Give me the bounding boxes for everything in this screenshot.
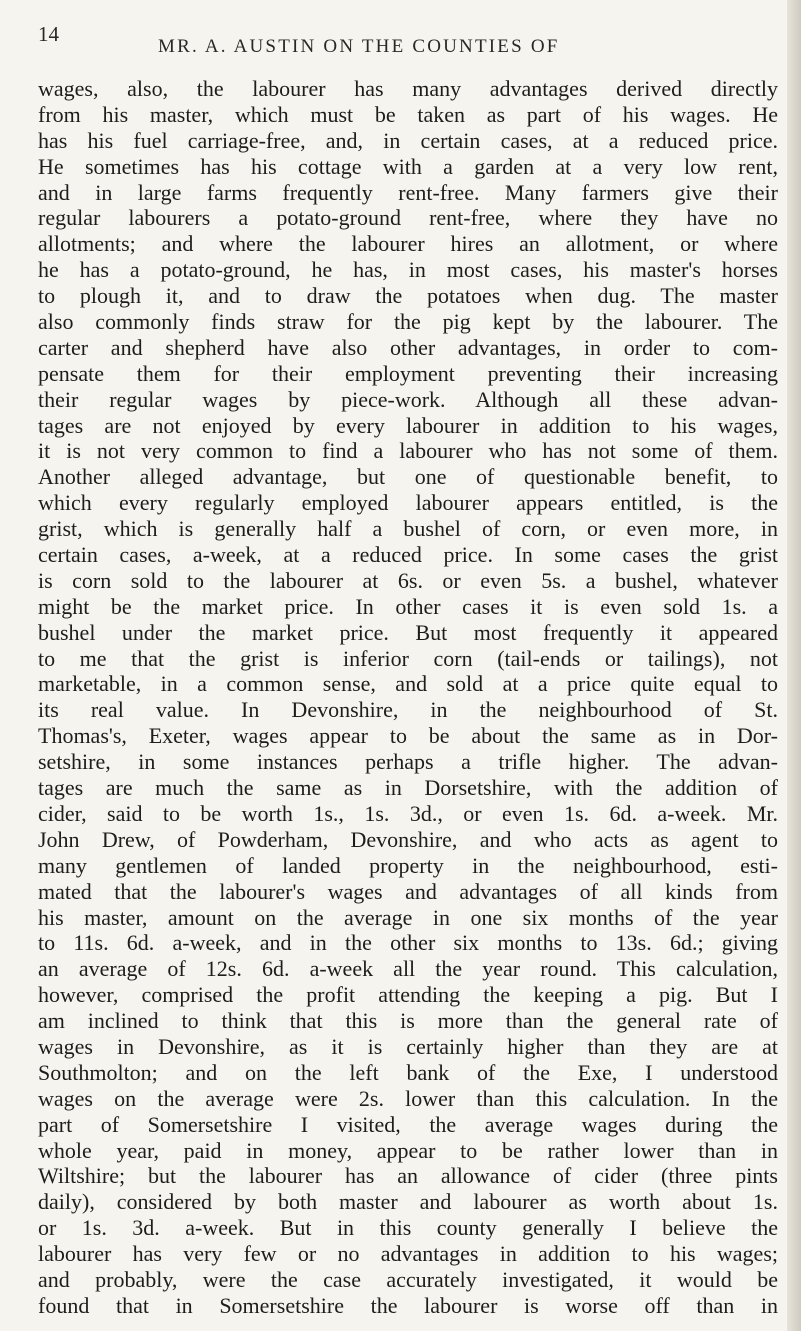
text-line: certain cases, a-week, at a reduced price. In some cases the grist — [38, 542, 778, 568]
text-line: wages in Devonshire, as it is certainly higher than they are at — [38, 1033, 778, 1059]
text-line: cider, said to be worth 1s., 1s. 3d., or even 1s. 6d. a-week. Mr. — [38, 800, 778, 826]
text-line: or 1s. 3d. a-week. But in this county generally I believe the — [38, 1215, 778, 1241]
text-line: Another alleged advantage, but one of questionable benefit, to — [38, 464, 778, 490]
text-line: carter and shepherd have also other advantages, in order to com- — [38, 334, 778, 360]
text-line: also commonly finds straw for the pig kept by the labourer. The — [38, 309, 778, 335]
text-line: marketable, in a common sense, and sold at a price quite equal to — [38, 671, 778, 697]
text-line: John Drew, of Powderham, Devonshire, and who acts as agent to — [38, 826, 778, 852]
text-line: mated that the labourer's wages and advantages of all kinds from — [38, 878, 778, 904]
text-line: wages, also, the labourer has many advantages derived directly — [38, 76, 778, 101]
running-head: MR. A. AUSTIN ON THE COUNTIES OF — [158, 36, 560, 57]
text-line: Thomas's, Exeter, wages appear to be about the same as in Dor- — [38, 723, 778, 749]
text-line: He sometimes has his cottage with a garden at a very low rent, — [38, 153, 778, 179]
text-line: he has a potato-ground, he has, in most cases, his master's horses — [38, 257, 778, 283]
text-line: has his fuel carriage-free, and, in certain cases, at a reduced price. — [38, 127, 778, 153]
text-line: and in large farms frequently rent-free. Many farmers give their — [38, 179, 778, 205]
text-line: however, comprised the profit attending the keeping a pig. But I — [38, 982, 778, 1008]
page-header — [38, 22, 778, 62]
text-line: many gentlemen of landed property in the neighbourhood, esti- — [38, 852, 778, 878]
text-line: is corn sold to the labourer at 6s. or even 5s. a bushel, whatever — [38, 567, 778, 593]
body-paragraph — [38, 76, 778, 1319]
page-edge — [787, 0, 801, 1331]
text-line: labourer has very few or no advantages in addition to his wages; — [38, 1241, 778, 1267]
text-line: it is not very common to find a labourer who has not some of them. — [38, 438, 778, 464]
text-line: Wiltshire; but the labourer has an allowance of cider (three pints — [38, 1163, 778, 1189]
text-line: its real value. In Devonshire, in the neighbourhood of St. — [38, 697, 778, 723]
text-line: part of Somersetshire I visited, the average wages during the — [38, 1111, 778, 1137]
text-line: to 11s. 6d. a-week, and in the other six months to 13s. 6d.; giving — [38, 930, 778, 956]
text-line: tages are not enjoyed by every labourer in addition to his wages, — [38, 412, 778, 438]
text-line: and probably, were the case accurately investigated, it would be — [38, 1266, 778, 1292]
text-line: which every regularly employed labourer appears entitled, is the — [38, 490, 778, 516]
text-line: Southmolton; and on the left bank of the Exe, I understood — [38, 1059, 778, 1085]
text-line: their regular wages by piece-work. Although all these advan- — [38, 386, 778, 412]
text-line: tages are much the same as in Dorsetshire, with the addition of — [38, 775, 778, 801]
text-line: allotments; and where the labourer hires an allotment, or where — [38, 231, 778, 257]
text-line: to plough it, and to draw the potatoes when dug. The master — [38, 283, 778, 309]
text-line: an average of 12s. 6d. a-week all the year round. This calculation, — [38, 956, 778, 982]
text-line: regular labourers a potato-ground rent-free, where they have no — [38, 205, 778, 231]
text-line: bushel under the market price. But most frequently it appeared — [38, 619, 778, 645]
text-line: setshire, in some instances perhaps a trifle higher. The advan- — [38, 749, 778, 775]
text-line: daily), considered by both master and labourer as worth about 1s. — [38, 1189, 778, 1215]
text-line: whole year, paid in money, appear to be rather lower than in — [38, 1137, 778, 1163]
text-line: am inclined to think that this is more than the general rate of — [38, 1008, 778, 1034]
text-line: might be the market price. In other cases it is even sold 1s. a — [38, 593, 778, 619]
text-line: grist, which is generally half a bushel of corn, or even more, in — [38, 516, 778, 542]
text-line: pensate them for their employment preventing their increasing — [38, 360, 778, 386]
page-number: 14 — [38, 22, 59, 46]
text-line: his master, amount on the average in one six months of the year — [38, 904, 778, 930]
text-line: found that in Somersetshire the labourer is worse off than in — [38, 1292, 778, 1318]
text-line: from his master, which must be taken as part of his wages. He — [38, 101, 778, 127]
text-line: to me that the grist is inferior corn (tail-ends or tailings), not — [38, 645, 778, 671]
text-line: wages on the average were 2s. lower than this calculation. In the — [38, 1085, 778, 1111]
